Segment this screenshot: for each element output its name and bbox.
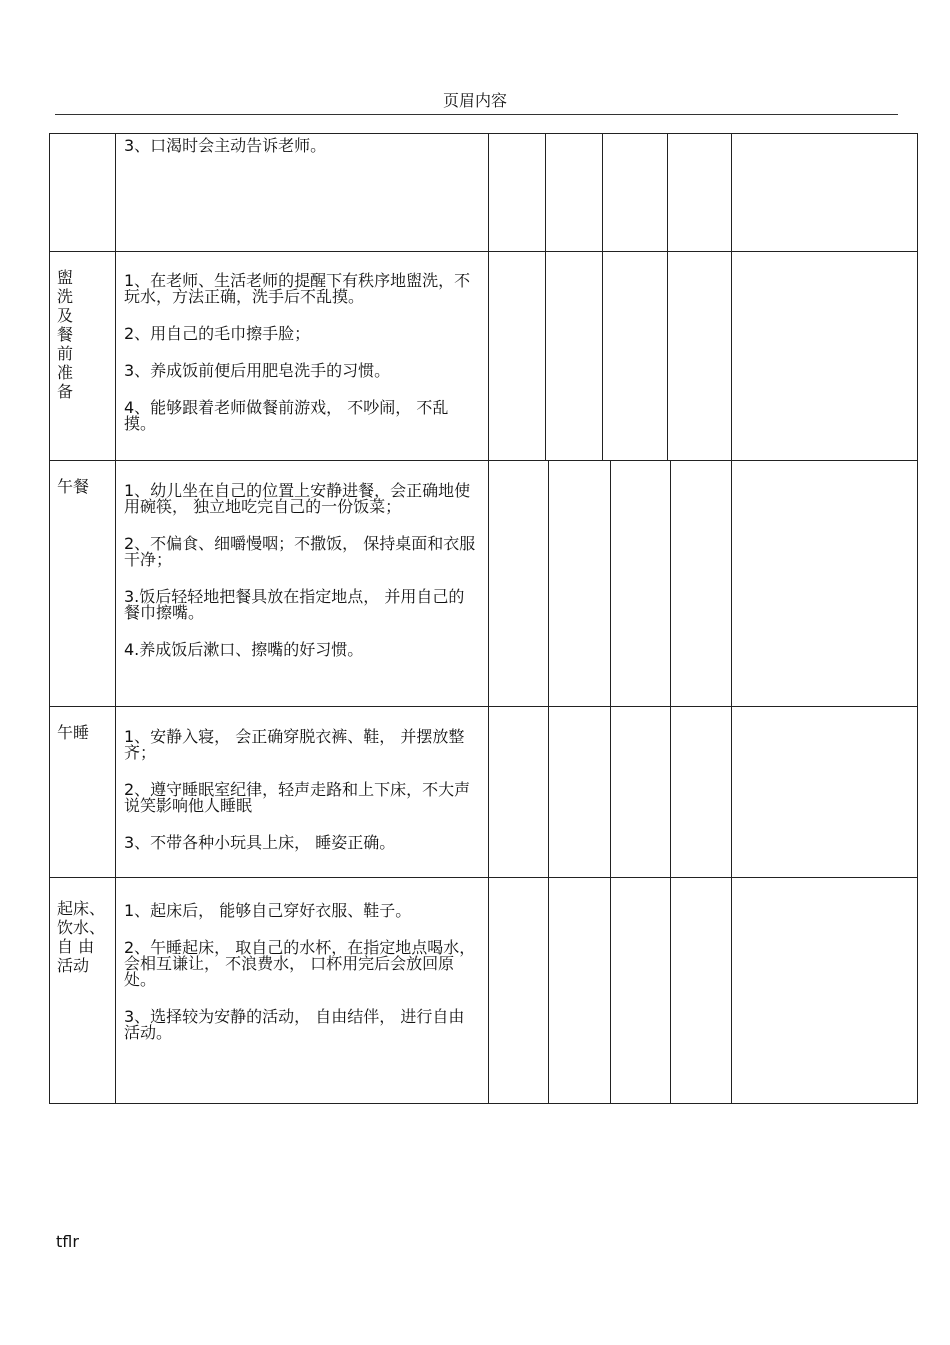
- requirement-item: 3、养成饭前便后用肥皂洗手的习惯。: [124, 361, 391, 380]
- requirement-item: 1、安静入寝， 会正确穿脱衣裤、鞋， 并摆放整齐；: [124, 727, 465, 762]
- requirement-item: 3.饭后轻轻地把餐具放在指定地点， 并用自己的餐巾擦嘴。: [124, 587, 465, 622]
- requirement-item: 3、口渴时会主动告诉老师。: [124, 136, 327, 155]
- column-divider: [548, 707, 549, 877]
- requirement-item: 4、能够跟着老师做餐前游戏， 不吵闹， 不乱摸。: [124, 398, 449, 433]
- column-divider: [731, 252, 732, 460]
- requirements-cell: [116, 878, 488, 1062]
- column-divider: [115, 461, 116, 706]
- requirements-cell: [116, 461, 488, 679]
- column-divider: [670, 461, 671, 706]
- column-divider: [548, 878, 549, 1103]
- column-divider: [610, 707, 611, 877]
- requirement-item: 2、不偏食、细嚼慢咽；不撒饭， 保持桌面和衣服干净；: [124, 534, 476, 569]
- category-cell: 午睡: [57, 723, 90, 742]
- requirements-cell: [116, 134, 488, 175]
- requirements-cell: [116, 707, 488, 872]
- column-divider: [731, 878, 732, 1103]
- column-divider: [488, 461, 489, 706]
- column-divider: [667, 134, 668, 251]
- requirement-item: 4.养成饭后漱口、擦嘴的好习惯。: [124, 640, 364, 659]
- requirement-item: 3、不带各种小玩具上床， 睡姿正确。: [124, 833, 396, 852]
- table-row: [50, 134, 917, 252]
- column-divider: [731, 461, 732, 706]
- requirement-item: 2、遵守睡眠室纪律，轻声走路和上下床，不大声说笑影响他人睡眠: [124, 780, 471, 815]
- category-cell: 起床、饮水、自 由 活动: [57, 899, 106, 975]
- table-row: [50, 461, 917, 707]
- column-divider: [488, 707, 489, 877]
- category-cell: 盥 洗 及 餐 前 准 备: [57, 268, 82, 401]
- page-footer: tflr: [56, 1232, 79, 1251]
- column-divider: [115, 878, 116, 1103]
- routine-table: [49, 133, 918, 1104]
- column-divider: [610, 461, 611, 706]
- page-header: 页眉内容: [442, 91, 507, 110]
- requirement-item: 2、用自己的毛巾擦手脸；: [124, 324, 311, 343]
- header-divider: [55, 114, 898, 115]
- column-divider: [488, 252, 489, 460]
- table-row: [50, 878, 917, 1103]
- column-divider: [488, 134, 489, 251]
- column-divider: [115, 252, 116, 460]
- column-divider: [610, 878, 611, 1103]
- column-divider: [670, 707, 671, 877]
- requirement-item: 2、午睡起床， 取自己的水杯，在指定地点喝水，会相互谦让， 不浪费水， 口杯用完后会放回原处。: [124, 938, 476, 989]
- column-divider: [115, 707, 116, 877]
- requirement-item: 1、在老师、生活老师的提醒下有秩序地盥洗，不玩水，方法正确，洗手后不乱摸。: [124, 271, 471, 306]
- column-divider: [115, 134, 116, 251]
- column-divider: [602, 134, 603, 251]
- column-divider: [731, 134, 732, 251]
- column-divider: [488, 878, 489, 1103]
- table-row: [50, 252, 917, 461]
- requirement-item: 1、幼儿坐在自己的位置上安静进餐，会正确地使用碗筷， 独立地吃完自己的一份饭菜；: [124, 481, 471, 516]
- requirement-item: 3、选择较为安静的活动， 自由结伴， 进行自由活动。: [124, 1007, 465, 1042]
- column-divider: [670, 878, 671, 1103]
- table-row: [50, 707, 917, 878]
- category-cell: 午餐: [57, 477, 90, 496]
- requirement-item: 1、起床后， 能够自己穿好衣服、鞋子。: [124, 901, 412, 920]
- column-divider: [548, 461, 549, 706]
- requirements-cell: [116, 252, 488, 453]
- column-divider: [731, 707, 732, 877]
- column-divider: [545, 252, 546, 460]
- column-divider: [545, 134, 546, 251]
- column-divider: [667, 252, 668, 460]
- column-divider: [602, 252, 603, 460]
